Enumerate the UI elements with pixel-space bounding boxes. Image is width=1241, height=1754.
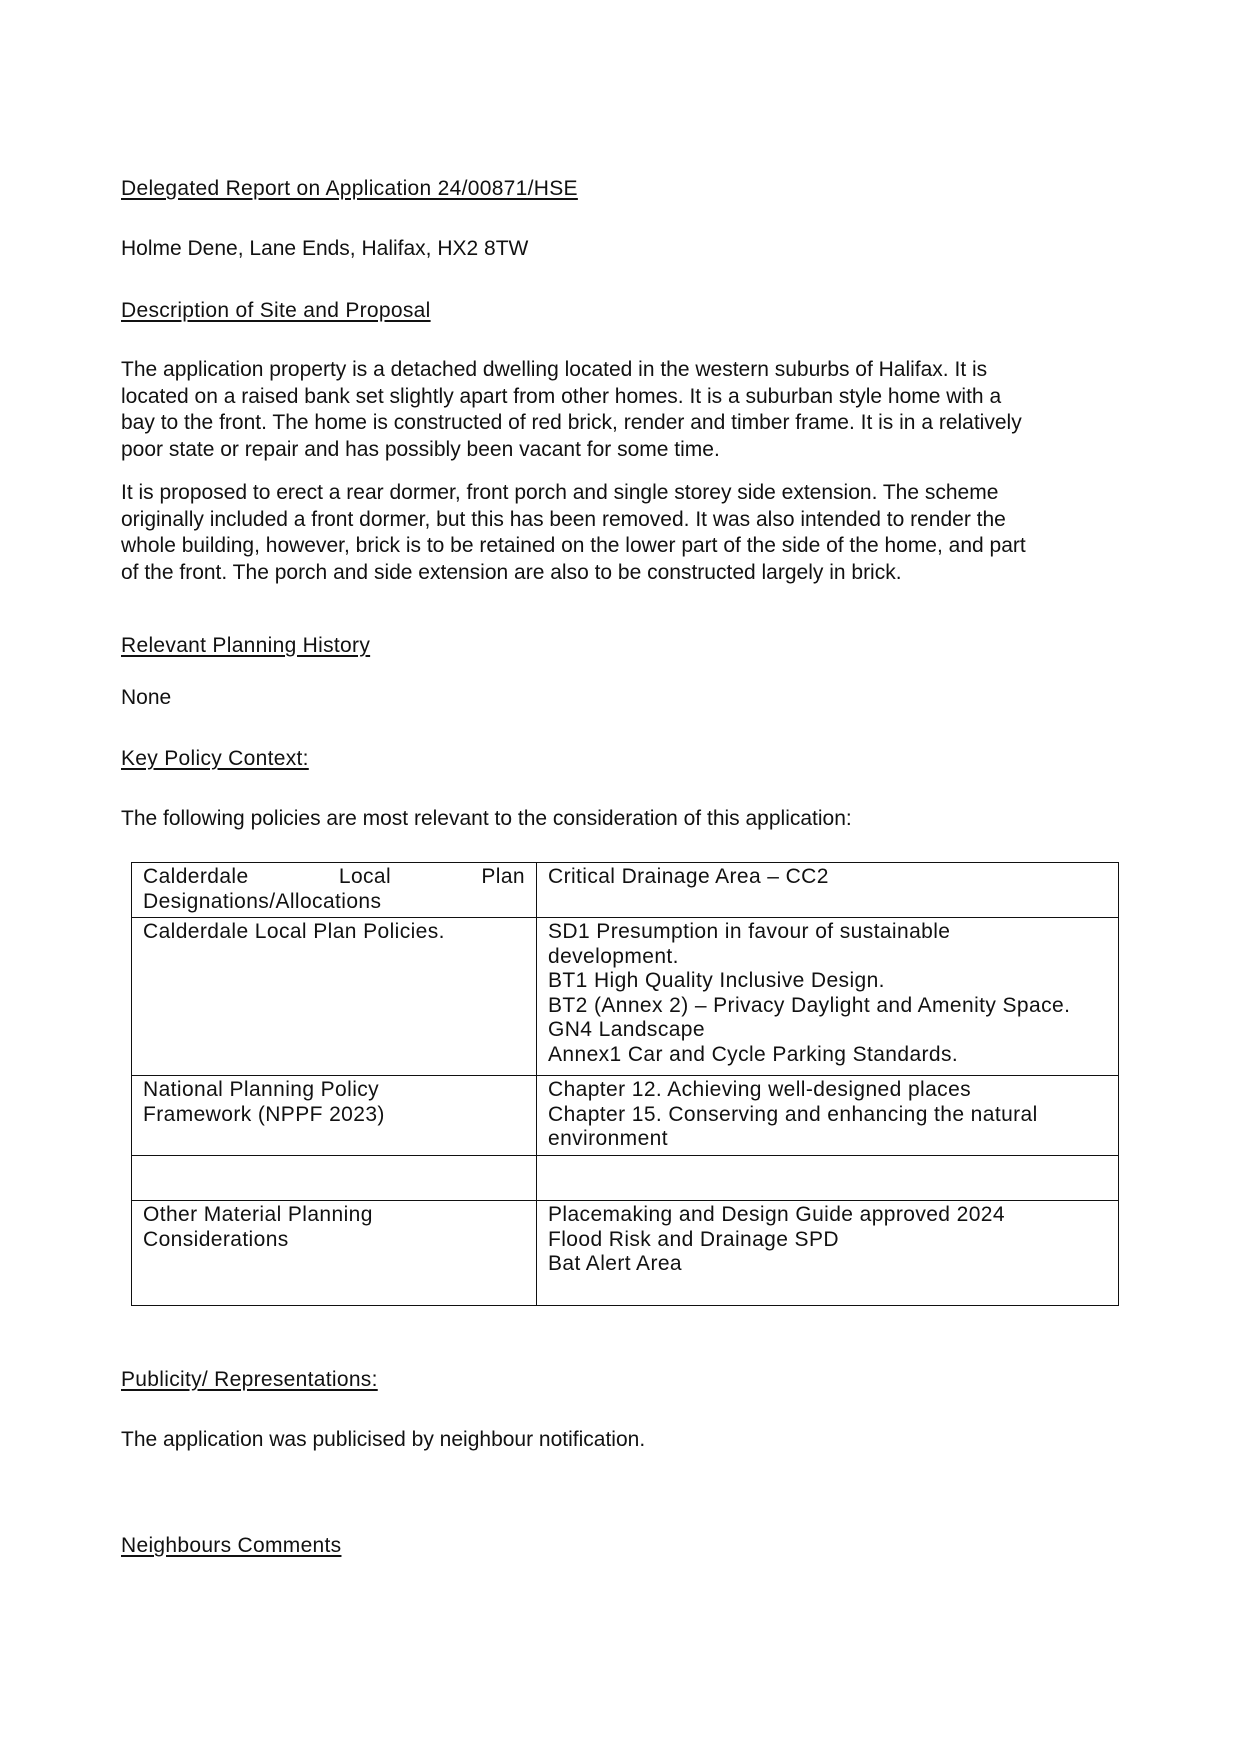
cell-text: Calderdale	[143, 865, 249, 888]
table-cell	[132, 1156, 537, 1201]
policy-table	[131, 862, 1119, 1306]
cell-text: Other Material Planning	[143, 1203, 373, 1226]
cell-text: Local	[338, 865, 392, 888]
text-line: The application property is a detached dwelling located in the western suburbs of Halifax. It is	[121, 358, 988, 381]
description-paragraph-2	[121, 480, 1121, 586]
site-address: Holme Dene, Lane Ends, Halifax, HX2 8TW	[121, 237, 529, 260]
text-line: located on a raised bank set slightly apart from other homes. It is a suburban style home with a	[121, 384, 1002, 408]
neighbours-heading: Neighbours Comments	[121, 1534, 342, 1557]
table-cell	[537, 1201, 1119, 1306]
cell-text: Calderdale Local Plan Policies.	[143, 920, 445, 943]
cell-text: National Planning Policy	[143, 1078, 380, 1101]
description-paragraph-1	[121, 357, 1121, 463]
cell-text: BT2 (Annex 2) – Privacy Daylight and Amenity Space.	[548, 993, 1071, 1017]
cell-text: development.	[548, 944, 679, 968]
cell-text: Plan	[481, 865, 525, 888]
cell-text: BT1 High Quality Inclusive Design.	[548, 969, 885, 992]
cell-text: environment	[548, 1127, 668, 1150]
text-line: It is proposed to erect a rear dormer, front porch and single storey side extension. The scheme	[121, 481, 999, 504]
table-row	[132, 1076, 1119, 1156]
cell-text: GN4 Landscape	[548, 1018, 705, 1041]
cell-text: Considerations	[143, 1227, 289, 1251]
report-title: Delegated Report on Application 24/00871/HSE	[121, 177, 578, 200]
table-row	[132, 863, 1119, 918]
publicity-text: The application was publicised by neighbour notification.	[121, 1428, 646, 1451]
policy-intro: The following policies are most relevant to the consideration of this application:	[121, 807, 852, 830]
cell-text: Placemaking and Design Guide approved 2024	[548, 1203, 1005, 1226]
cell-text: Flood Risk and Drainage SPD	[548, 1227, 839, 1251]
table-cell	[132, 863, 537, 918]
table-cell	[132, 1201, 537, 1306]
table-cell	[537, 918, 1119, 1076]
table-cell	[132, 918, 537, 1076]
description-heading: Description of Site and Proposal	[121, 299, 431, 322]
cell-text: Framework (NPPF 2023)	[143, 1102, 385, 1126]
cell-text: Critical Drainage Area – CC2	[548, 865, 829, 888]
table-row	[132, 918, 1119, 1076]
text-line: poor state or repair and has possibly been vacant for some time.	[121, 437, 720, 461]
cell-text: SD1 Presumption in favour of sustainable	[548, 920, 951, 943]
cell-text: Chapter 12. Achieving well-designed places	[548, 1078, 972, 1101]
cell-text: Bat Alert Area	[548, 1252, 683, 1275]
text-line: of the front. The porch and side extension are also to be constructed largely in brick.	[121, 560, 902, 584]
text-line: whole building, however, brick is to be retained on the lower part of the side of the home, and part	[121, 534, 1026, 557]
history-heading: Relevant Planning History	[121, 634, 371, 657]
table-cell	[132, 1076, 537, 1156]
policy-heading: Key Policy Context:	[121, 747, 309, 770]
history-text: None	[121, 686, 172, 709]
table-cell	[537, 1156, 1119, 1201]
publicity-heading: Publicity/ Representations:	[121, 1368, 378, 1391]
cell-text: Annex1 Car and Cycle Parking Standards.	[548, 1042, 959, 1066]
table-row	[132, 1201, 1119, 1306]
table-cell	[537, 1076, 1119, 1156]
text-line: bay to the front. The home is constructed of red brick, render and timber frame. It is in a relatively	[121, 411, 1022, 434]
table-cell	[537, 863, 1119, 918]
cell-text: Chapter 15. Conserving and enhancing the natural	[548, 1102, 1038, 1126]
cell-text: Designations/Allocations	[143, 889, 382, 913]
text-line: originally included a front dormer, but this has been removed. It was also intended to render the	[121, 507, 1006, 531]
table-row	[132, 1156, 1119, 1201]
